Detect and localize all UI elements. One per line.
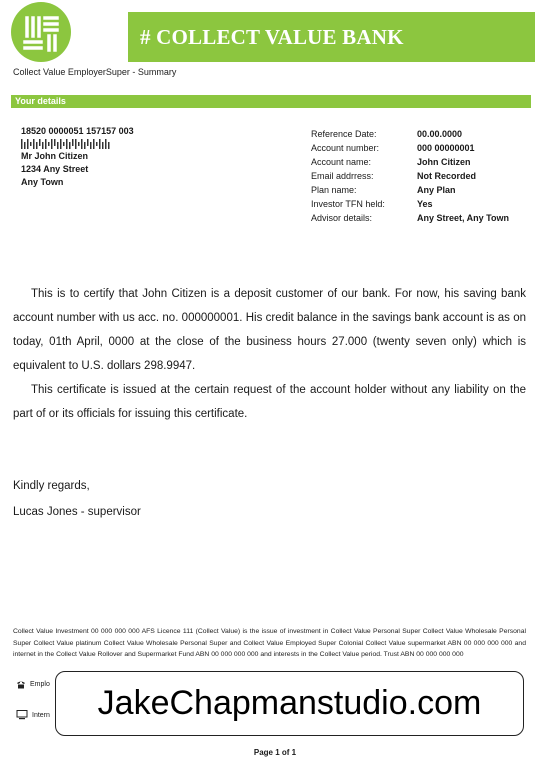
legal-disclaimer: Collect Value Investment 00 000 000 000 AFS Licence 111 (Collect Value) is the issue of investment in Collect Value Personal Super Collect Value Wholesale Personal Super Collect Value platinum Collect Value Wholesale Personal Super and Collect Value Employed Super Colonial Collect Value supermarket ABN 00 000 000 000 and internet in the Collect Value Rollover and Supermarket Fund ABN 00 000 000 000 and interests in the Collect Value period. Trust ABN 00 000 000 000 [13,628,526,658]
detail-row [311,127,509,141]
account-reference-line: 18520 0000051 157157 003 [21,126,134,136]
closing-regards: Kindly regards, [13,480,90,492]
account-details-table [311,127,509,225]
detail-value: Any Street, Any Town [417,213,510,223]
recipient-name: Mr John Citizen [21,151,88,161]
detail-row [311,197,509,211]
certificate-body [13,282,526,426]
section-header-your-details: Your details [11,95,531,108]
detail-value: John Citizen [417,157,471,167]
footer-web-label: Intern [32,711,50,719]
signature-line: Lucas Jones - supervisor [13,506,141,518]
phone-icon [16,680,26,689]
postal-barcode [21,139,113,149]
detail-label: Account number: [311,143,380,153]
closing-block [13,473,141,525]
detail-row [311,211,509,225]
bank-logo [11,2,71,62]
certificate-paragraph: This certificate is issued at the certain request of the account holder without any liability on the part of or its officials for issuing this certificate. [13,384,526,420]
watermark-overlay: JakeChapmanstudio.com [55,671,524,736]
detail-row [311,183,509,197]
detail-label: Account name: [311,157,372,167]
detail-row [311,155,509,169]
bank-title-banner: # COLLECT VALUE BANK [128,12,535,62]
certificate-paragraph: This is to certify that John Citizen is a deposit customer of our bank. For now, his saving bank account number with us acc. no. 000000001. His credit balance in the savings bank account is as on today, 01th April, 0000 at the close of the business hours 27.000 (twenty seven only) which is equivalent to U.S. dollars 298.9947. [13,288,526,372]
recipient-town: Any Town [21,177,64,187]
detail-label: Investor TFN held: [311,199,385,209]
recipient-address-block [21,125,134,189]
detail-label: Advisor details: [311,213,373,223]
detail-value: Yes [417,199,433,209]
computer-icon [16,710,28,720]
page-number: Page 1 of 1 [253,748,297,757]
footer-phone-row [16,680,50,689]
detail-value: Not Recorded [417,171,477,181]
bank-logo-mark [11,2,71,62]
detail-value: 000 00000001 [417,143,475,153]
footer-web-row [16,710,50,720]
detail-value: Any Plan [417,185,456,195]
footer-phone-label: Emplo [30,681,50,688]
detail-value: 00.00.0000 [417,129,463,139]
detail-label: Reference Date: [311,129,377,139]
detail-label: Plan name: [311,185,357,195]
detail-row [311,169,509,183]
detail-row [311,141,509,155]
recipient-street: 1234 Any Street [21,164,89,174]
document-subtitle: Collect Value EmployerSuper - Summary [13,67,177,77]
detail-label: Email addrress: [311,171,374,181]
